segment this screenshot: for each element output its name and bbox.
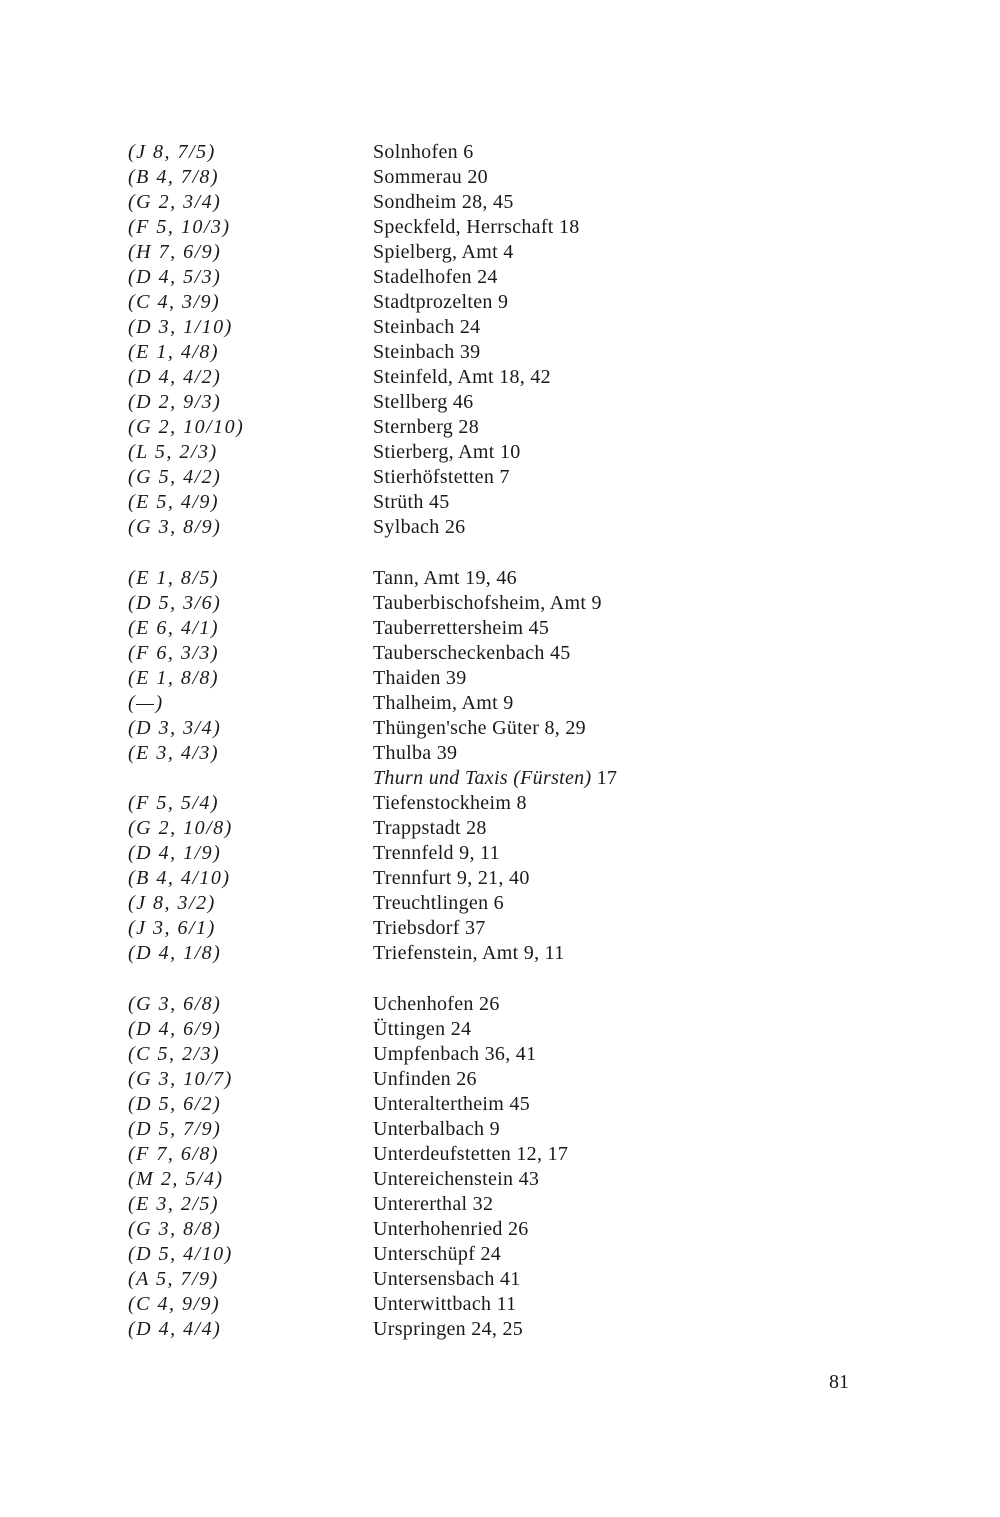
place-entry bbox=[373, 1217, 828, 1242]
index-entry bbox=[128, 691, 828, 716]
index-entry bbox=[128, 240, 828, 265]
place-entry bbox=[373, 1167, 828, 1192]
map-reference: (D 4, 4/4) bbox=[128, 1318, 222, 1340]
index-group-u bbox=[128, 992, 828, 1342]
place-entry bbox=[373, 666, 828, 691]
map-reference: (E 1, 8/5) bbox=[128, 567, 220, 589]
index-entry bbox=[128, 290, 828, 315]
index-entry bbox=[128, 992, 828, 1017]
place-entry bbox=[373, 165, 828, 190]
map-reference: (D 3, 1/10) bbox=[128, 316, 233, 338]
place-name: Sondheim 28, 45 bbox=[373, 191, 514, 213]
place-entry bbox=[373, 490, 828, 515]
index-entry bbox=[128, 741, 828, 766]
index-entry bbox=[128, 616, 828, 641]
place-name: Unteraltertheim 45 bbox=[373, 1093, 531, 1115]
index-entry bbox=[128, 941, 828, 966]
place-name: Umpfenbach 36, 41 bbox=[373, 1043, 537, 1065]
place-name: Spielberg, Amt 4 bbox=[373, 241, 514, 263]
place-entry bbox=[373, 290, 828, 315]
place-entry bbox=[373, 691, 828, 716]
index-entry bbox=[128, 716, 828, 741]
map-reference: (J 8, 7/5) bbox=[128, 141, 216, 163]
place-entry bbox=[373, 1017, 828, 1042]
place-entry bbox=[373, 190, 828, 215]
map-reference: (B 4, 4/10) bbox=[128, 867, 231, 889]
place-name: Unterschüpf 24 bbox=[373, 1243, 502, 1265]
place-name: Steinbach 39 bbox=[373, 341, 481, 363]
place-entry bbox=[373, 741, 828, 766]
place-entry bbox=[373, 1142, 828, 1167]
place-entry bbox=[373, 390, 828, 415]
index-entry bbox=[128, 415, 828, 440]
place-entry bbox=[373, 465, 828, 490]
index-entry bbox=[128, 465, 828, 490]
place-name: Stadtprozelten 9 bbox=[373, 291, 509, 313]
index-entry bbox=[128, 791, 828, 816]
place-name: Untereichenstein 43 bbox=[373, 1168, 540, 1190]
map-reference: (C 5, 2/3) bbox=[128, 1043, 221, 1065]
place-name: Uchenhofen 26 bbox=[373, 993, 500, 1015]
place-name: Unterwittbach 11 bbox=[373, 1293, 517, 1315]
index-entry bbox=[128, 215, 828, 240]
index-entry bbox=[128, 1067, 828, 1092]
index-entry bbox=[128, 1092, 828, 1117]
place-name: Treuchtlingen 6 bbox=[373, 892, 504, 914]
index-entry bbox=[128, 591, 828, 616]
index-entry bbox=[128, 641, 828, 666]
index-entry bbox=[128, 1167, 828, 1192]
place-name: Stierhöfstetten 7 bbox=[373, 466, 510, 488]
place-name: Thalheim, Amt 9 bbox=[373, 692, 514, 714]
map-reference: (G 2, 10/10) bbox=[128, 416, 245, 438]
place-name: Trappstadt 28 bbox=[373, 817, 487, 839]
place-name: Unterdeufstetten 12, 17 bbox=[373, 1143, 569, 1165]
map-reference: (F 5, 10/3) bbox=[128, 216, 231, 238]
map-reference: (E 1, 8/8) bbox=[128, 667, 220, 689]
place-entry bbox=[373, 515, 828, 540]
place-name: Thaiden 39 bbox=[373, 667, 467, 689]
place-entry bbox=[373, 641, 828, 666]
place-name: Speckfeld, Herrschaft 18 bbox=[373, 216, 580, 238]
place-entry bbox=[373, 992, 828, 1017]
place-name: Tiefenstockheim 8 bbox=[373, 792, 527, 814]
place-entry bbox=[373, 1292, 828, 1317]
place-entry bbox=[373, 941, 828, 966]
map-reference: (E 6, 4/1) bbox=[128, 617, 220, 639]
index-entry bbox=[128, 315, 828, 340]
index-entry bbox=[128, 1017, 828, 1042]
map-reference: (E 3, 4/3) bbox=[128, 742, 220, 764]
map-reference: (D 4, 4/2) bbox=[128, 366, 222, 388]
place-name: Sylbach 26 bbox=[373, 516, 466, 538]
place-name: Unfinden 26 bbox=[373, 1068, 477, 1090]
place-name: Untersensbach 41 bbox=[373, 1268, 521, 1290]
map-reference: (D 2, 9/3) bbox=[128, 391, 222, 413]
place-entry bbox=[373, 140, 828, 165]
index-entry bbox=[128, 490, 828, 515]
place-entry bbox=[373, 591, 828, 616]
map-reference bbox=[128, 766, 373, 791]
map-reference: (D 4, 5/3) bbox=[128, 266, 222, 288]
map-reference: (G 3, 10/7) bbox=[128, 1068, 233, 1090]
index-entry bbox=[128, 891, 828, 916]
place-entry bbox=[373, 265, 828, 290]
map-reference: (F 7, 6/8) bbox=[128, 1143, 220, 1165]
page-number: 81 bbox=[829, 1371, 849, 1393]
index-group-s bbox=[128, 140, 828, 540]
index-entry bbox=[128, 1217, 828, 1242]
place-name: Tauberrettersheim 45 bbox=[373, 617, 550, 639]
place-entry bbox=[373, 766, 828, 791]
place-name: Tauberscheckenbach 45 bbox=[373, 642, 571, 664]
index-entry bbox=[128, 916, 828, 941]
index-entry bbox=[128, 1292, 828, 1317]
place-name: Trennfurt 9, 21, 40 bbox=[373, 867, 530, 889]
index-entry bbox=[128, 165, 828, 190]
index-entry bbox=[128, 1142, 828, 1167]
place-entry bbox=[373, 1192, 828, 1217]
place-name: Stellberg 46 bbox=[373, 391, 474, 413]
place-name: Urspringen 24, 25 bbox=[373, 1318, 524, 1340]
index-entry bbox=[128, 440, 828, 465]
index-entry bbox=[128, 1317, 828, 1342]
index-entry bbox=[128, 816, 828, 841]
place-name: Thulba 39 bbox=[373, 742, 458, 764]
place-entry bbox=[373, 365, 828, 390]
place-name: Stierberg, Amt 10 bbox=[373, 441, 521, 463]
place-name: Steinbach 24 bbox=[373, 316, 481, 338]
place-name: Thüngen'sche Güter 8, 29 bbox=[373, 717, 586, 739]
place-entry bbox=[373, 1092, 828, 1117]
place-entry bbox=[373, 716, 828, 741]
place-entry bbox=[373, 791, 828, 816]
index-entry bbox=[128, 265, 828, 290]
index-entry bbox=[128, 1267, 828, 1292]
index-entry bbox=[128, 841, 828, 866]
place-entry bbox=[373, 1067, 828, 1092]
place-entry bbox=[373, 440, 828, 465]
place-name: Strüth 45 bbox=[373, 491, 450, 513]
place-name: Thurn und Taxis (Fürsten) bbox=[373, 767, 592, 789]
map-reference: (D 4, 1/9) bbox=[128, 842, 222, 864]
place-entry bbox=[373, 415, 828, 440]
map-reference: (C 4, 9/9) bbox=[128, 1293, 221, 1315]
map-reference: (D 5, 3/6) bbox=[128, 592, 222, 614]
place-entry bbox=[373, 841, 828, 866]
map-reference: (E 3, 2/5) bbox=[128, 1193, 220, 1215]
index-entry bbox=[128, 666, 828, 691]
place-entry bbox=[373, 1267, 828, 1292]
index-group-t bbox=[128, 566, 828, 966]
map-reference: (B 4, 7/8) bbox=[128, 166, 220, 188]
place-entry bbox=[373, 566, 828, 591]
map-reference: (G 3, 8/9) bbox=[128, 516, 222, 538]
map-reference: (L 5, 2/3) bbox=[128, 441, 218, 463]
map-reference: (A 5, 7/9) bbox=[128, 1268, 219, 1290]
index-entry bbox=[128, 766, 828, 791]
place-name: Tann, Amt 19, 46 bbox=[373, 567, 517, 589]
index-entry bbox=[128, 140, 828, 165]
index-entry bbox=[128, 566, 828, 591]
index-entry bbox=[128, 365, 828, 390]
map-reference: (G 5, 4/2) bbox=[128, 466, 222, 488]
place-entry bbox=[373, 215, 828, 240]
place-name: Unterbalbach 9 bbox=[373, 1118, 500, 1140]
page-references: 17 bbox=[591, 767, 618, 789]
map-reference: (E 5, 4/9) bbox=[128, 491, 220, 513]
map-reference: (G 2, 3/4) bbox=[128, 191, 222, 213]
place-entry bbox=[373, 315, 828, 340]
place-name: Sternberg 28 bbox=[373, 416, 479, 438]
map-reference: (J 8, 3/2) bbox=[128, 892, 216, 914]
place-name: Triefenstein, Amt 9, 11 bbox=[373, 942, 565, 964]
map-reference: (D 4, 6/9) bbox=[128, 1018, 222, 1040]
place-entry bbox=[373, 916, 828, 941]
place-name: Tauberbischofsheim, Amt 9 bbox=[373, 592, 602, 614]
place-entry bbox=[373, 866, 828, 891]
map-reference: (D 5, 7/9) bbox=[128, 1118, 222, 1140]
place-entry bbox=[373, 1042, 828, 1067]
place-name: Unterhohenried 26 bbox=[373, 1218, 529, 1240]
place-name: Triebsdorf 37 bbox=[373, 917, 486, 939]
index-entry bbox=[128, 190, 828, 215]
index-entry bbox=[128, 390, 828, 415]
map-reference: (G 3, 6/8) bbox=[128, 993, 222, 1015]
place-name: Stadelhofen 24 bbox=[373, 266, 498, 288]
index-entry bbox=[128, 1192, 828, 1217]
map-reference: (D 3, 3/4) bbox=[128, 717, 222, 739]
place-name: Solnhofen 6 bbox=[373, 141, 474, 163]
index-entry bbox=[128, 1242, 828, 1267]
place-name: Untererthal 32 bbox=[373, 1193, 494, 1215]
place-entry bbox=[373, 616, 828, 641]
place-name: Sommerau 20 bbox=[373, 166, 488, 188]
place-entry bbox=[373, 1317, 828, 1342]
index-entry bbox=[128, 1042, 828, 1067]
map-reference: (G 2, 10/8) bbox=[128, 817, 233, 839]
place-entry bbox=[373, 240, 828, 265]
place-entry bbox=[373, 340, 828, 365]
index-entry bbox=[128, 340, 828, 365]
place-name: Steinfeld, Amt 18, 42 bbox=[373, 366, 551, 388]
map-reference: (H 7, 6/9) bbox=[128, 241, 222, 263]
map-reference: (D 5, 4/10) bbox=[128, 1243, 233, 1265]
map-reference: (D 4, 1/8) bbox=[128, 942, 222, 964]
map-reference: (D 5, 6/2) bbox=[128, 1093, 222, 1115]
place-name: Trennfeld 9, 11 bbox=[373, 842, 500, 864]
index-entry bbox=[128, 1117, 828, 1142]
map-reference: (F 6, 3/3) bbox=[128, 642, 220, 664]
map-reference: (J 3, 6/1) bbox=[128, 917, 216, 939]
map-reference: (M 2, 5/4) bbox=[128, 1168, 224, 1190]
place-entry bbox=[373, 816, 828, 841]
map-reference: (G 3, 8/8) bbox=[128, 1218, 222, 1240]
place-name: Üttingen 24 bbox=[373, 1018, 472, 1040]
place-entry bbox=[373, 1242, 828, 1267]
map-reference: (C 4, 3/9) bbox=[128, 291, 221, 313]
place-entry bbox=[373, 891, 828, 916]
place-entry bbox=[373, 1117, 828, 1142]
map-reference: (—) bbox=[128, 692, 164, 714]
map-reference: (F 5, 5/4) bbox=[128, 792, 220, 814]
index-entry bbox=[128, 866, 828, 891]
map-reference: (E 1, 4/8) bbox=[128, 341, 220, 363]
index-entry bbox=[128, 515, 828, 540]
